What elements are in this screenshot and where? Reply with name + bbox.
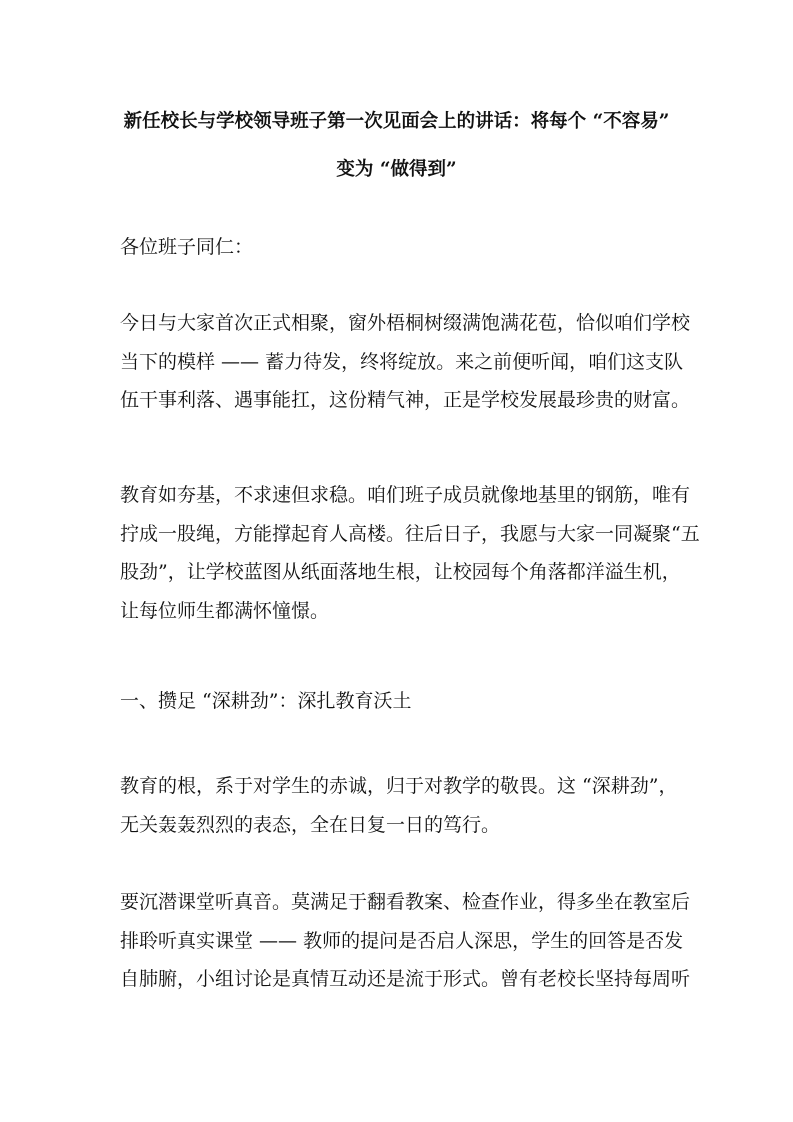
paragraph-line: 当下的模样 —— 蓄力待发，终将绽放。来之前便听闻，咱们这支队 — [120, 350, 684, 373]
paragraph-foundation — [120, 476, 700, 630]
paragraph-line: 无关轰轰烈烈的表态，全在日复一日的笃行。 — [120, 813, 501, 836]
document-title — [100, 98, 693, 194]
paragraph-line: 让每位师生都满怀憧憬。 — [120, 599, 330, 622]
paragraph-line: 要沉潜课堂听真音。莫满足于翻看教案、检查作业，得多坐在教室后 — [120, 891, 691, 913]
salutation — [120, 228, 680, 267]
paragraph-line: 教育的根，系于对学生的赤诚，归于对教学的敬畏。这 “深耕劲”， — [120, 775, 678, 797]
title-line-2: 变为 “做得到” — [336, 159, 457, 180]
paragraph-opening — [120, 304, 691, 420]
section-heading-1 — [120, 682, 680, 721]
paragraph-line: 今日与大家首次正式相聚，窗外梧桐树缀满饱满花苞，恰似咱们学校 — [120, 312, 691, 334]
salutation-text: 各位班子同仁： — [120, 236, 254, 258]
paragraph-line: 排聆听真实课堂 —— 教师的提问是否启人深思，学生的回答是否发 — [120, 929, 684, 952]
paragraph-line: 股劲”，让学校蓝图从纸面落地生根，让校园每个角落都洋溢生机， — [120, 561, 681, 583]
paragraph-line: 伍干事利落、遇事能扛，这份精气神，正是学校发展最珍贵的财富。 — [120, 389, 691, 411]
section-heading-text: 一、攒足 “深耕劲”：深扎教育沃土 — [120, 690, 412, 712]
paragraph-deep-cultivation — [120, 767, 680, 844]
title-line-1: 新任校长与学校领导班子第一次见面会上的讲话：将每个 “不容易” — [123, 111, 670, 132]
paragraph-classroom — [120, 883, 691, 999]
paragraph-line: 拧成一股绳，方能撑起育人高楼。往后日子，我愿与大家一同凝聚“五 — [120, 522, 700, 545]
paragraph-line: 自肺腑，小组讨论是真情互动还是流于形式。曾有老校长坚持每周听 — [120, 968, 691, 990]
paragraph-line: 教育如夯基，不求速但求稳。咱们班子成员就像地基里的钢筋，唯有 — [120, 484, 691, 506]
